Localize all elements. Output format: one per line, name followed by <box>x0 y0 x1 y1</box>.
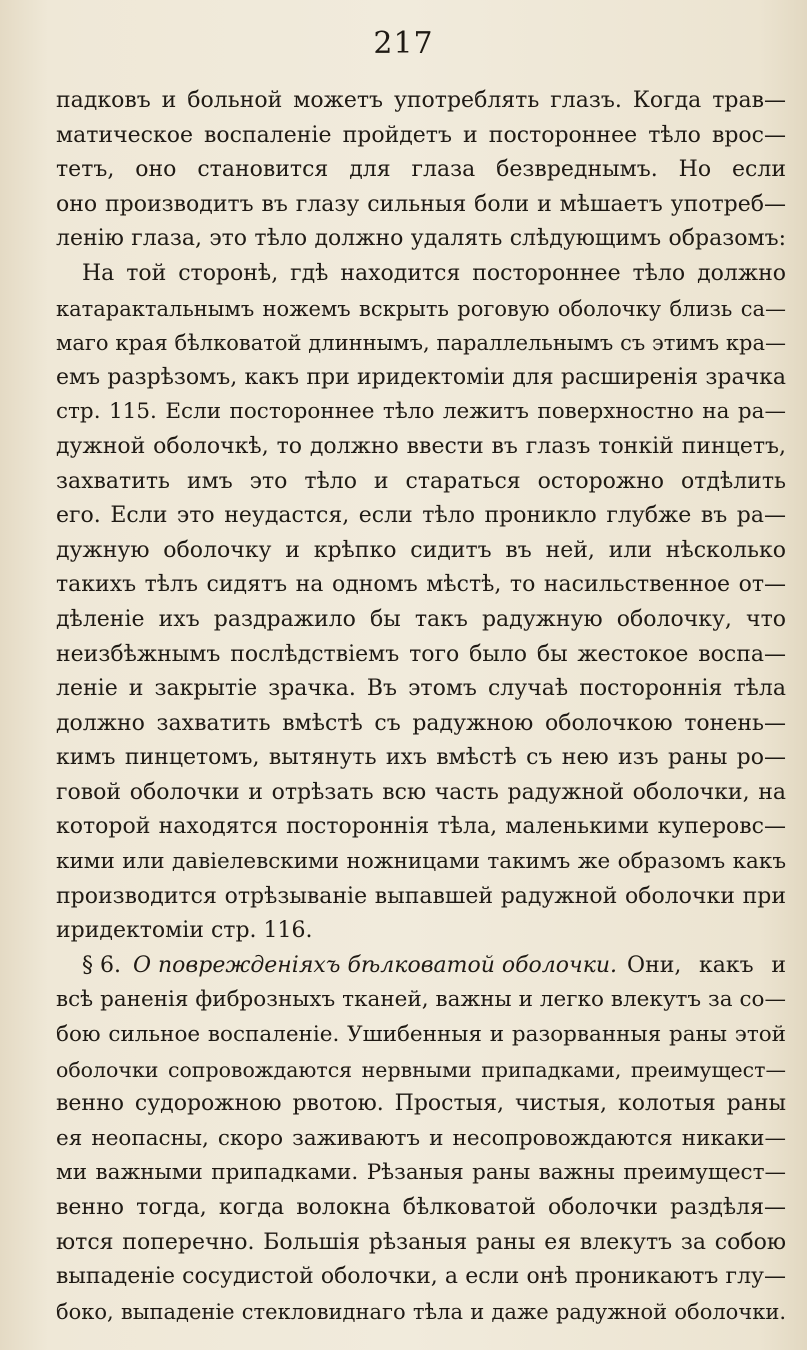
text-line: На той сторонѣ, гдѣ находится постороннее тѣло должно <box>82 260 786 286</box>
text-line: дужной оболочкѣ, то должно ввести въ глазъ тонкій пинцетъ, <box>56 433 786 459</box>
text-line: захватить имъ это тѣло и стараться осторожно отдѣлить <box>56 468 786 494</box>
text-line: венно судорожною рвотою. Простыя, чистыя, колотыя раны <box>56 1091 786 1117</box>
text-line: стр. 115. Если постороннее тѣло лежитъ поверхностно на ра— <box>56 399 786 425</box>
paragraph-continuation <box>56 84 786 257</box>
text-line: ленію глаза, это тѣло должно удалять слѣдующимъ образомъ: <box>56 226 786 252</box>
text-line: падковъ и больной можетъ употреблять глазъ. Когда трав— <box>56 88 786 113</box>
text-line: Они, какъ и <box>627 952 786 978</box>
text-line: его. Если это неудастся, если тѣло проникло глубже въ ра— <box>56 503 786 529</box>
paragraph-removal-procedure <box>56 257 786 949</box>
text-line: выпаденіе сосудистой оболочки, а если онѣ проникаютъ глу— <box>56 1264 786 1290</box>
text-line: емъ разрѣзомъ, какъ при иридектоміи для расширенія зрачка <box>56 364 786 390</box>
text-line: венно тогда, когда волокна бѣлковатой оболочки раздѣля— <box>56 1195 786 1220</box>
text-line: леніе и закрытіе зрачка. Въ этомъ случаѣ постороннія тѣла <box>56 676 786 702</box>
text-line: говой оболочки и отрѣзать всю часть радужной оболочки, на <box>56 779 786 805</box>
text-line: дѣленіе ихъ раздражило бы такъ радужную оболочку, что <box>56 606 786 632</box>
text-line: катарактальнымъ ножемъ вскрыть роговую оболочку близь са— <box>56 296 786 321</box>
section-sclera-injuries <box>56 949 786 1330</box>
text-line: кими или давіелевскими ножницами такимъ же образомъ какъ <box>56 849 786 875</box>
text-line: дужную оболочку и крѣпко сидитъ въ ней, или нѣсколько <box>56 537 786 563</box>
text-line: бою сильное воспаленіе. Ушибенныя и разорванныя раны этой <box>56 1022 786 1048</box>
text-line: производится отрѣзываніе выпавшей радужной оболочки при <box>56 883 786 909</box>
page-text <box>56 84 786 1329</box>
text-line: тетъ, оно становится для глаза безвреднымъ. Но если <box>56 157 786 183</box>
text-line: должно захватить вмѣстѣ съ радужною оболочкою тонень— <box>56 710 786 736</box>
text-line: неизбѣжнымъ послѣдствіемъ того было бы жестокое воспа— <box>56 641 786 667</box>
text-line: которой находятся постороннія тѣла, маленькими куперовс— <box>56 814 786 840</box>
text-line: боко, выпаденіе стекловиднаго тѣла и даже радужной оболочки. <box>56 1299 786 1324</box>
text-line: ми важными припадками. Рѣзаныя раны важны преимущест— <box>56 1160 786 1186</box>
section-mark: § 6. <box>82 952 121 978</box>
text-line: оно производитъ въ глазу сильныя боли и мѣшаетъ употреб— <box>56 191 786 217</box>
text-line: матическое воспаленіе пройдетъ и постороннее тѣло врос— <box>56 122 786 148</box>
page-number: 217 <box>373 26 434 61</box>
section-heading-line <box>56 949 786 984</box>
text-line: оболочки сопровождаются нервными припадками, преимущест— <box>56 1057 786 1082</box>
text-line: всѣ раненія фиброзныхъ тканей, важны и легко влекутъ за со— <box>56 987 786 1013</box>
text-line: ются поперечно. Большія рѣзаныя раны ея влекутъ за собою <box>56 1229 786 1255</box>
section-title: О поврежденіяхъ бѣлковатой оболочки. <box>132 952 618 978</box>
text-line: кимъ пинцетомъ, вытянуть ихъ вмѣстѣ съ нею изъ раны ро— <box>56 745 786 771</box>
text-line: маго края бѣлковатой длиннымъ, параллельнымъ съ этимъ кра— <box>56 331 786 356</box>
text-line: такихъ тѣлъ сидятъ на одномъ мѣстѣ, то насильственное от— <box>56 572 786 598</box>
text-line: ея неопасны, скоро заживаютъ и несопровождаются никаки— <box>56 1125 786 1151</box>
text-line: иридектоміи стр. 116. <box>56 918 313 944</box>
